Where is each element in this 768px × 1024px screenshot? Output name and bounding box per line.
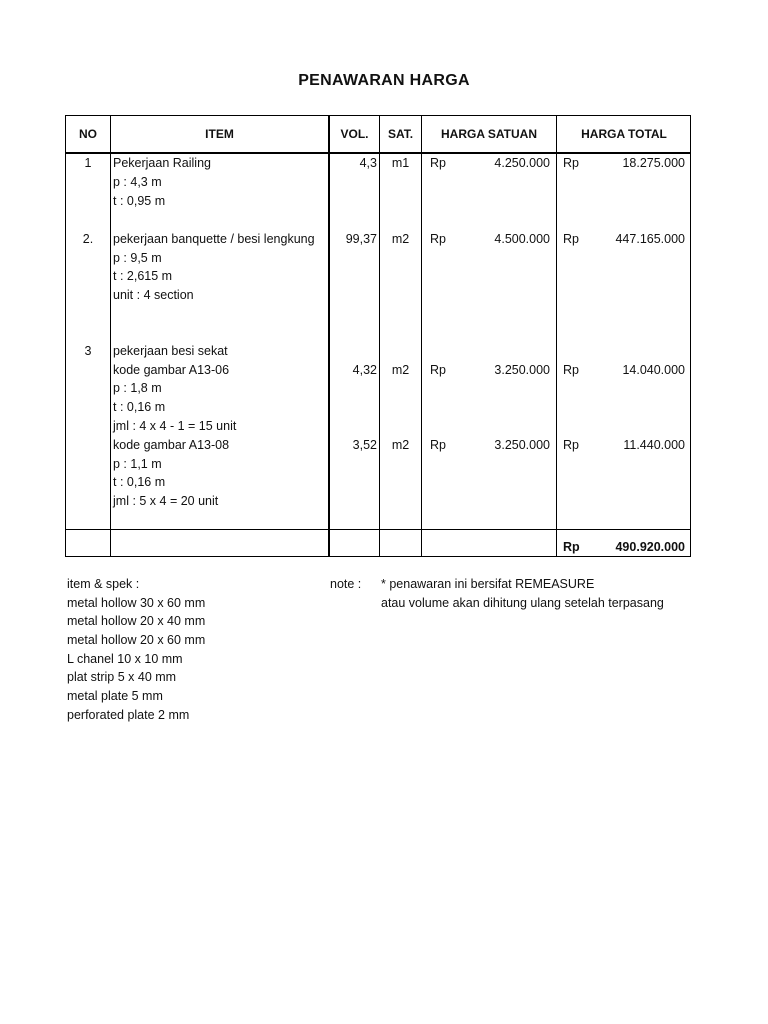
row-satuan-currency: Rp [430,232,446,246]
row-satuan-value: 4.500.000 [494,232,550,246]
spec-item: metal hollow 30 x 60 mm [67,596,206,610]
row-total-value: 18.275.000 [622,156,685,170]
row-satuan-currency: Rp [430,156,446,170]
row-satuan-value: 3.250.000 [494,438,550,452]
header-harga-satuan: HARGA SATUAN [441,127,537,141]
spec-item: plat strip 5 x 40 mm [67,670,177,684]
item-line: pekerjaan banquette / besi lengkung [113,232,315,246]
row-no: 3 [84,344,92,358]
note-line: * penawaran ini bersifat REMEASURE [381,577,595,591]
col-divider [110,116,111,556]
item-line: t : 0,16 m [113,475,166,489]
item-line: t : 0,95 m [113,194,166,208]
row-vol: 99,37 [345,232,377,246]
item-line: jml : 5 x 4 = 20 unit [113,494,219,508]
row-sat: m2 [391,363,410,377]
item-line: jml : 4 x 4 - 1 = 15 unit [113,419,237,433]
row-total-currency: Rp [563,232,579,246]
price-table [65,115,691,557]
row-vol: 3,52 [352,438,377,452]
page-title: PENAWARAN HARGA [298,72,470,89]
col-divider [421,116,422,556]
row-satuan-value: 3.250.000 [494,363,550,377]
row-total-currency: Rp [563,363,579,377]
spec-heading: item & spek : [67,577,140,591]
spec-item: L chanel 10 x 10 mm [67,652,183,666]
item-line: Pekerjaan Railing [113,156,211,170]
row-sat: m2 [391,438,410,452]
spec-item: metal hollow 20 x 60 mm [67,633,206,647]
item-line: p : 1,8 m [113,381,162,395]
row-total-value: 14.040.000 [622,363,685,377]
row-satuan-currency: Rp [430,363,446,377]
row-satuan-currency: Rp [430,438,446,452]
header-harga-total: HARGA TOTAL [581,127,667,141]
row-total-value: 447.165.000 [615,232,685,246]
item-line: p : 4,3 m [113,175,162,189]
header-vol: VOL. [340,127,369,141]
item-line: t : 2,615 m [113,269,173,283]
item-line: p : 9,5 m [113,251,162,265]
item-line: t : 0,16 m [113,400,166,414]
row-total-currency: Rp [563,438,579,452]
row-no: 1 [84,156,92,170]
spec-item: perforated plate 2 mm [67,708,190,722]
item-line: kode gambar A13-06 [113,363,230,377]
row-total-currency: Rp [563,156,579,170]
col-divider [379,116,380,556]
row-sat: m2 [391,232,410,246]
grand-total-currency: Rp [563,540,580,554]
col-divider [556,116,557,556]
grand-total-value: 490.920.000 [615,540,685,554]
total-divider [66,529,690,530]
row-no: 2. [82,232,94,246]
spec-item: metal plate 5 mm [67,689,163,703]
header-item: ITEM [205,127,234,141]
item-line: pekerjaan besi sekat [113,344,228,358]
row-total-value: 11.440.000 [623,438,685,452]
note-line: atau volume akan dihitung ulang setelah terpasang [381,596,664,610]
row-satuan-value: 4.250.000 [494,156,550,170]
col-divider [328,116,330,556]
row-vol: 4,3 [359,156,377,170]
item-line: p : 1,1 m [113,457,162,471]
row-vol: 4,32 [352,363,377,377]
header-no: NO [79,127,97,141]
row-sat: m1 [391,156,410,170]
item-line: kode gambar A13-08 [113,438,230,452]
note-label: note : [330,577,362,591]
header-sat: SAT. [387,127,414,141]
spec-item: metal hollow 20 x 40 mm [67,614,206,628]
item-line: unit : 4 section [113,288,194,302]
